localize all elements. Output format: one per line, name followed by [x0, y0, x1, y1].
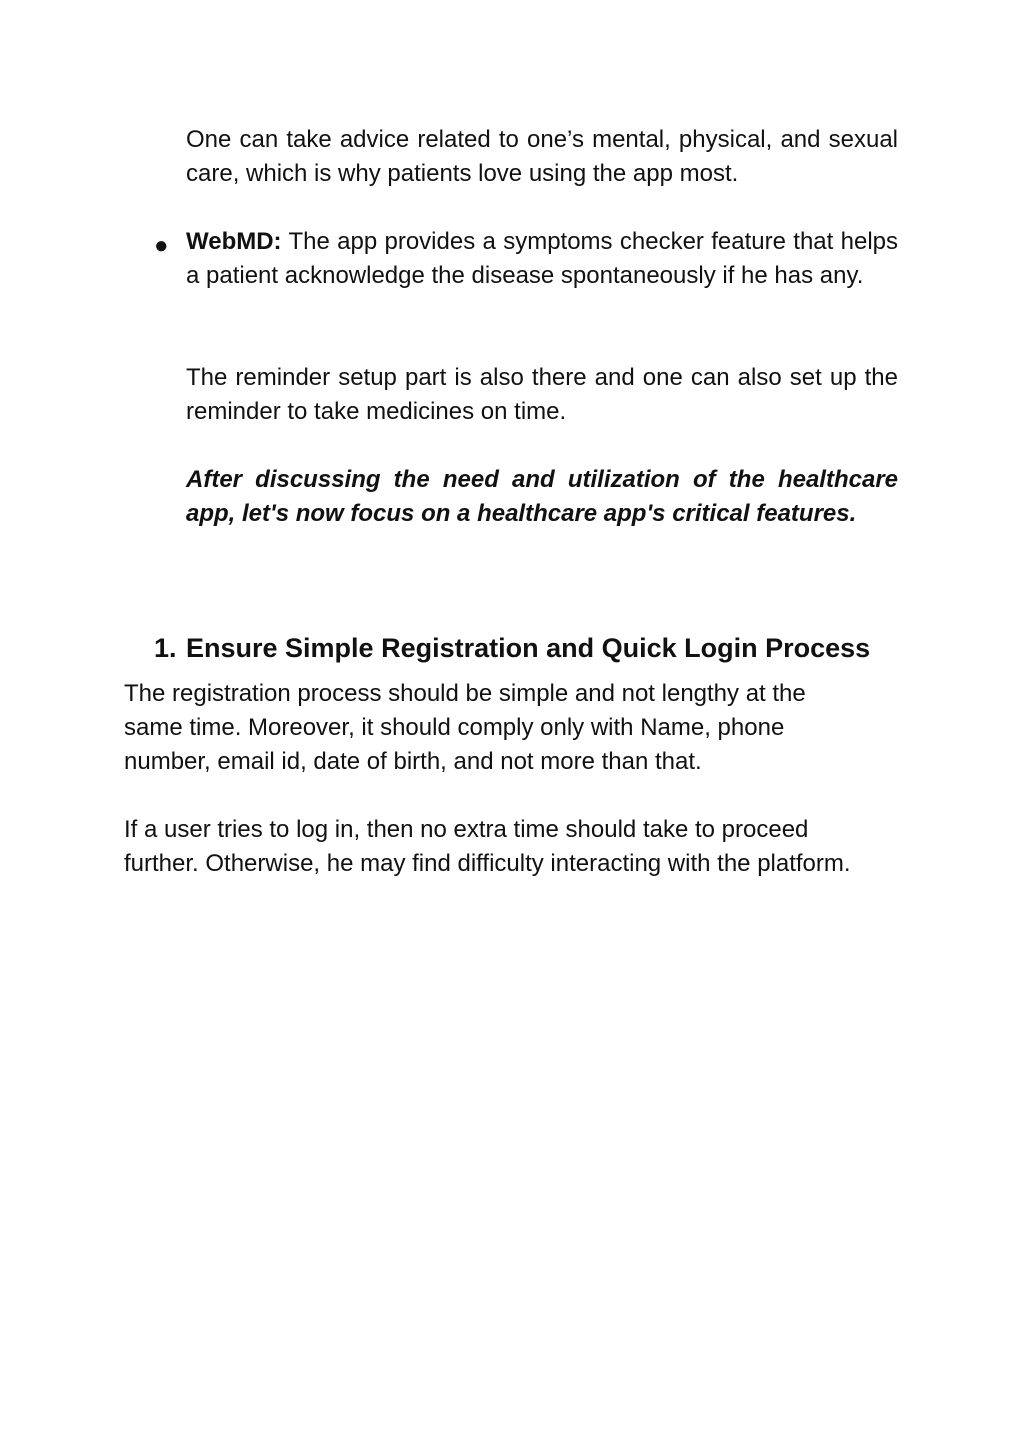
webmd-description: The app provides a symptoms checker feature that helps a patient acknowledge the disease spontaneously if he has any.	[186, 228, 898, 289]
section-number: 1.	[154, 633, 177, 663]
webmd-bullet-item	[186, 225, 898, 293]
transition-paragraph: After discussing the need and utilization of the healthcare app, let's now focus on a healthcare app's critical features.	[186, 466, 898, 527]
bullet-marker: ●	[154, 232, 169, 259]
login-paragraph: If a user tries to log in, then no extra time should take to proceed further. Otherwise, he may find difficulty interacting with the platform.	[124, 816, 851, 877]
section-title: Ensure Simple Registration and Quick Login Process	[186, 633, 871, 663]
section-heading	[154, 630, 934, 666]
webmd-term: WebMD:	[186, 228, 282, 255]
reminder-paragraph: The reminder setup part is also there and one can also set up the reminder to take medicines on time.	[186, 364, 898, 425]
continuation-paragraph: One can take advice related to one’s mental, physical, and sexual care, which is why patients love using the app most.	[186, 126, 898, 187]
registration-paragraph: The registration process should be simple and not lengthy at the same time. Moreover, it should comply only with Name, phone number, email id, date of birth, and not more than that.	[124, 680, 806, 775]
